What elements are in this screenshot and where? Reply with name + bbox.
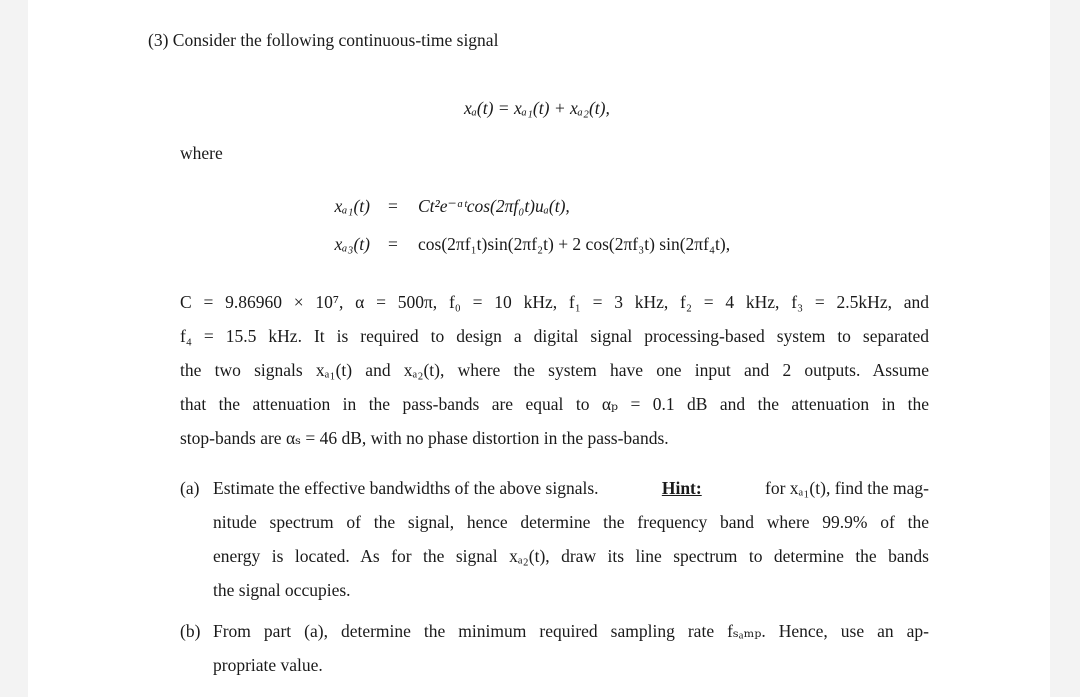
part-a-line-1 [213, 478, 929, 499]
equation-lhs-1: xₐ₁(t) [334, 196, 370, 216]
equation-lhs-2: xₐ₃(t) [334, 234, 370, 254]
main-equation: xₐ(t) = xₐ₁(t) + xₐ₂(t), [464, 98, 610, 118]
part-a-line-4: the signal occupies. [213, 580, 351, 600]
part-a-label: (a) [180, 478, 200, 498]
equation-equals-1: = [388, 196, 398, 216]
part-a-hint-text: for xₐ₁(t), find the mag- [765, 478, 929, 498]
equation-rhs-2: cos(2πf₁t)sin(2πf₂t) + 2 cos(2πf₃t) sin(2πf₄t), [418, 234, 731, 254]
hint-label: Hint: [661, 478, 702, 498]
document-page [28, 0, 1050, 697]
paragraph-line-2: f₄ = 15.5 kHz. It is required to design a digital signal processing-based system to separated [180, 326, 929, 346]
part-b-line-2: propriate value. [213, 655, 323, 675]
part-a-text: Estimate the effective bandwidths of the above signals. [213, 478, 599, 498]
part-a-line-2: nitude spectrum of the signal, hence determine the frequency band where 99.9% of the [213, 512, 929, 532]
paragraph-line-3: the two signals xₐ₁(t) and xₐ₂(t), where the system have one input and 2 outputs. Assume [180, 360, 929, 380]
paragraph-line-4: that the attenuation in the pass-bands are equal to αₚ = 0.1 dB and the attenuation in the [180, 394, 929, 414]
paragraph-line-5: stop-bands are αₛ = 46 dB, with no phase distortion in the pass-bands. [180, 428, 669, 448]
where-label: where [180, 143, 223, 163]
part-a-line-3: energy is located. As for the signal xₐ₂(t), draw its line spectrum to determine the bands [213, 546, 929, 566]
equation-equals-2: = [388, 234, 398, 254]
part-b-label: (b) [180, 621, 201, 641]
problem-heading: (3) Consider the following continuous-time signal [148, 30, 499, 50]
part-b-line-1: From part (a), determine the minimum required sampling rate fₛₐₘₚ. Hence, use an ap- [213, 621, 929, 641]
equation-rhs-1: Ct²e⁻ᵅᵗcos(2πf₀t)uₐ(t), [418, 196, 570, 216]
paragraph-line-1: C = 9.86960 × 10⁷, α = 500π, f₀ = 10 kHz, f₁ = 3 kHz, f₂ = 4 kHz, f₃ = 2.5kHz, and [180, 292, 929, 312]
